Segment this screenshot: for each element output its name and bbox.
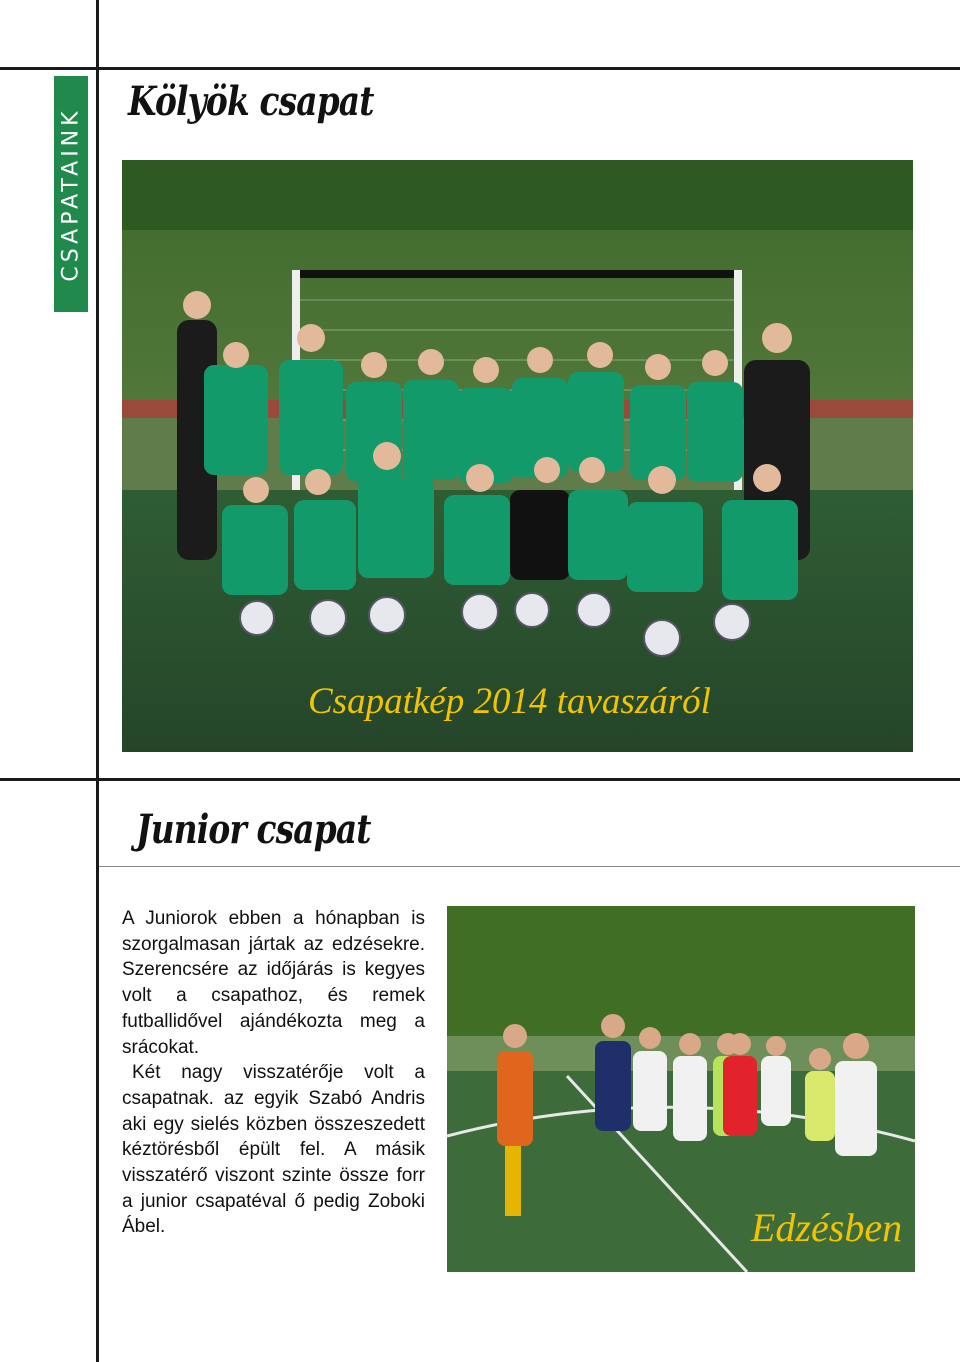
junior-heading-underline [99,866,960,867]
team-photo-caption: Csapatkép 2014 tavaszáról [308,681,711,722]
junior-paragraph-1: A Juniorok ebben a hónapban is szorgalmasan jártak az edzésekre. Szerencsére az időjárás is kegyes volt a csapathoz, és remek futballidővel ajándékozta meg a srácokat. [122,908,425,1058]
section-tab-label: CSAPATAINK [58,106,84,282]
junior-paragraph-2: Két nagy visszatérője volt a csapatnak. az egyik Szabó Andris aki egy sielés közben összeszedett kéztörésből épült fel. A másik visszatérő viszont szinte össze forr a junior csapatéval ő pedig Zoboki Ábel. [122,1062,425,1238]
kolyok-heading: Kölyök csapat [128,78,374,125]
middle-rule [0,778,960,781]
section-tab [54,76,88,312]
junior-article-text [122,906,425,1240]
training-photo [447,906,915,1272]
page-vertical-rule [96,0,99,1362]
training-photo-caption: Edzésben [751,1205,903,1250]
team-photo-image [122,160,913,752]
top-rule [0,67,960,70]
team-photo [122,160,913,752]
junior-heading: Junior csapat [136,806,371,853]
